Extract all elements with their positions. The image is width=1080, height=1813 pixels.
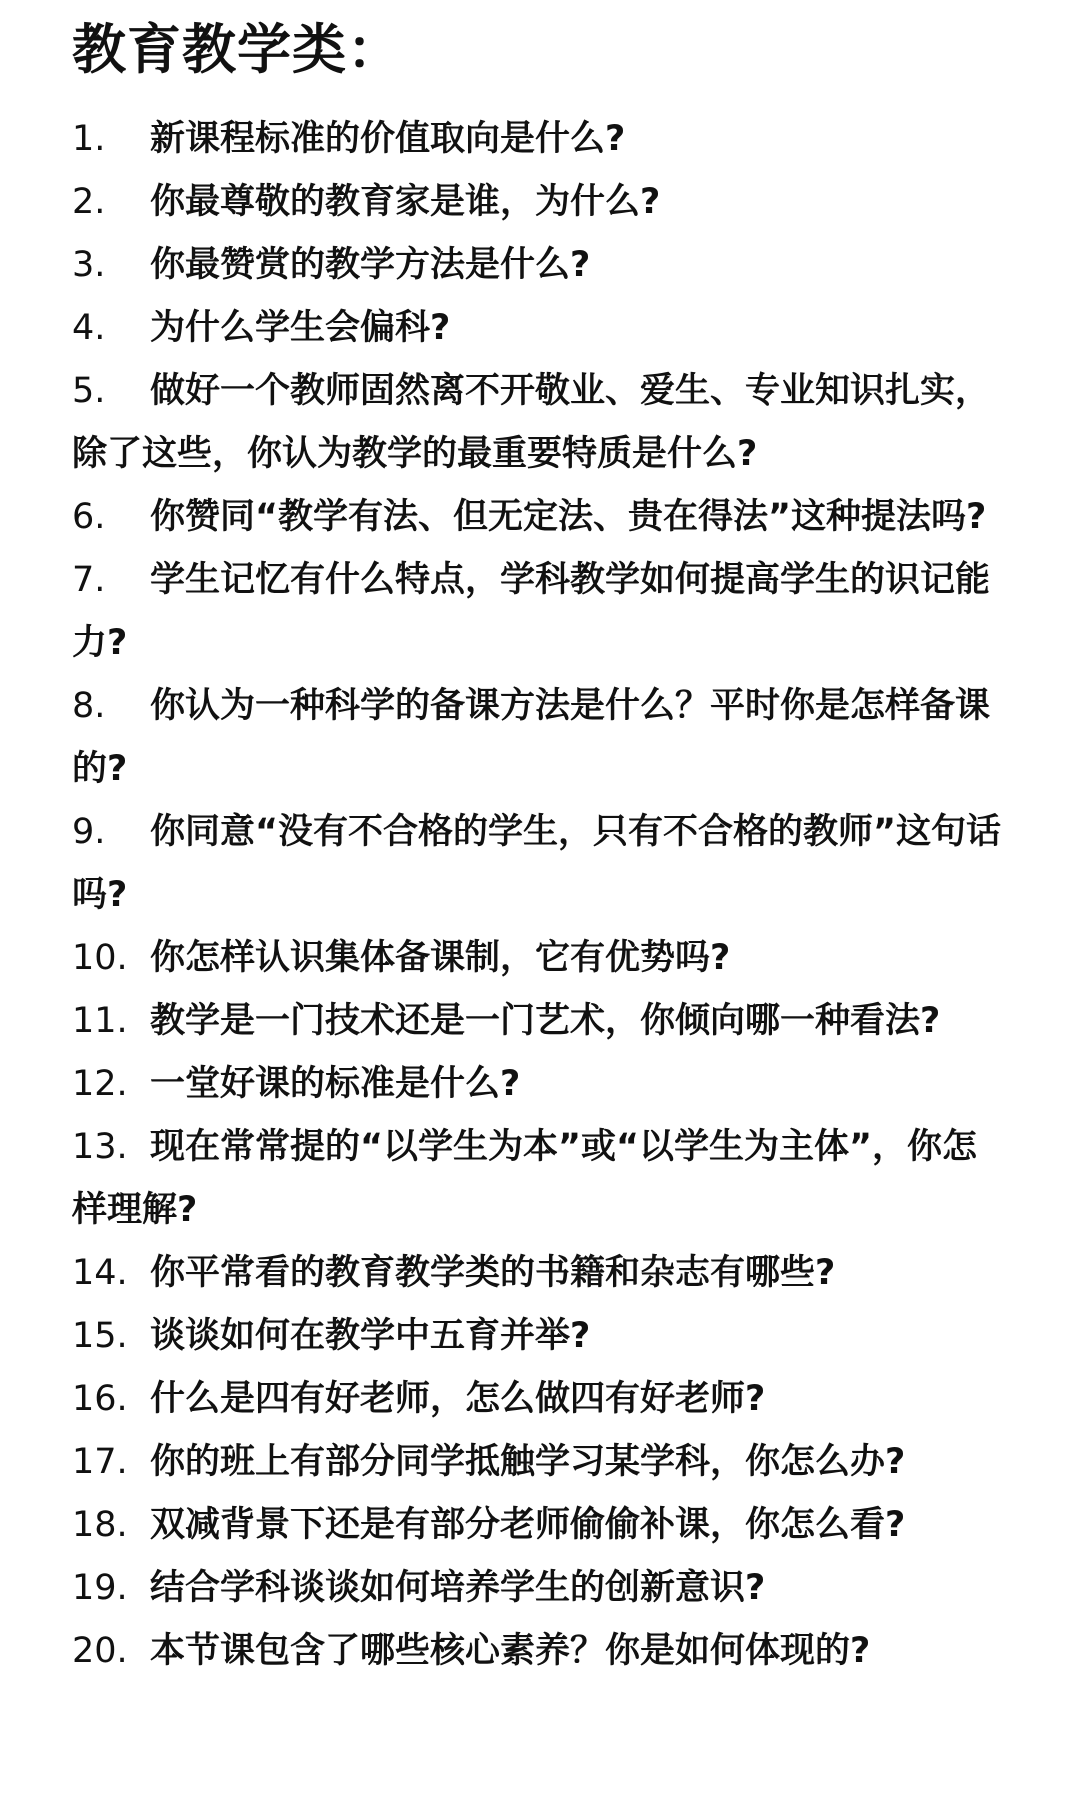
item-text: 什么是四有好老师，怎么做四有好老师? [150,1379,766,1419]
item-number: 12. [72,1064,128,1104]
list-item [72,801,1002,927]
question-list [72,108,1002,1683]
list-item [72,1494,1002,1557]
item-number: 7. [72,560,106,600]
item-text: 你的班上有部分同学抵触学习某学科，你怎么办? [150,1442,906,1482]
item-number: 13. [72,1127,128,1167]
item-text: 一堂好课的标准是什么? [150,1064,521,1104]
item-text: 你怎样认识集体备课制，它有优势吗? [150,938,731,978]
list-item [72,234,1002,297]
item-text: 你赞同“教学有法、但无定法、贵在得法”这种提法吗? [150,497,987,537]
list-item [72,171,1002,234]
item-number: 19. [72,1568,128,1608]
item-number: 14. [72,1253,128,1293]
item-number: 8. [72,686,106,726]
list-item [72,990,1002,1053]
item-text: 结合学科谈谈如何培养学生的创新意识? [150,1568,766,1608]
item-text: 做好一个教师固然离不开敬业、爱生、专业知识扎实，除了这些，你认为教学的最重要特质是什么? [72,371,991,474]
list-item [72,1431,1002,1494]
item-text: 双减背景下还是有部分老师偷偷补课，你怎么看? [150,1505,906,1545]
item-text: 学生记忆有什么特点，学科教学如何提高学生的识记能力? [72,560,991,663]
item-text: 现在常常提的“以学生为本”或“以学生为主体”，你怎样理解? [72,1127,978,1230]
list-item [72,297,1002,360]
list-item [72,1368,1002,1431]
item-text: 本节课包含了哪些核心素养？你是如何体现的? [150,1631,871,1671]
page-title: 教育教学类： [72,18,402,81]
list-item [72,1116,1002,1242]
item-text: 为什么学生会偏科? [150,308,451,348]
item-text: 你平常看的教育教学类的书籍和杂志有哪些? [150,1253,836,1293]
item-number: 15. [72,1316,128,1356]
item-number: 1. [72,119,106,159]
item-number: 17. [72,1442,128,1482]
list-item [72,1620,1002,1683]
item-number: 11. [72,1001,128,1041]
item-number: 2. [72,182,106,222]
item-text: 教学是一门技术还是一门艺术，你倾向哪一种看法? [150,1001,941,1041]
list-item [72,360,1002,486]
item-number: 20. [72,1631,128,1671]
list-item [72,1242,1002,1305]
item-text: 你同意“没有不合格的学生，只有不合格的教师”这句话吗? [72,812,1002,915]
item-number: 3. [72,245,106,285]
list-item [72,675,1002,801]
list-item [72,1053,1002,1116]
item-number: 6. [72,497,106,537]
item-text: 谈谈如何在教学中五育并举? [150,1316,591,1356]
list-item [72,1305,1002,1368]
item-text: 你最尊敬的教育家是谁，为什么? [150,182,661,222]
item-text: 你认为一种科学的备课方法是什么？平时你是怎样备课的? [72,686,991,789]
list-item [72,1557,1002,1620]
item-number: 9. [72,812,106,852]
item-number: 16. [72,1379,128,1419]
list-item [72,486,1002,549]
list-item [72,108,1002,171]
list-item [72,927,1002,990]
item-number: 18. [72,1505,128,1545]
item-number: 4. [72,308,106,348]
item-number: 10. [72,938,128,978]
item-number: 5. [72,371,106,411]
item-text: 新课程标准的价值取向是什么? [150,119,626,159]
item-text: 你最赞赏的教学方法是什么? [150,245,591,285]
list-item [72,549,1002,675]
